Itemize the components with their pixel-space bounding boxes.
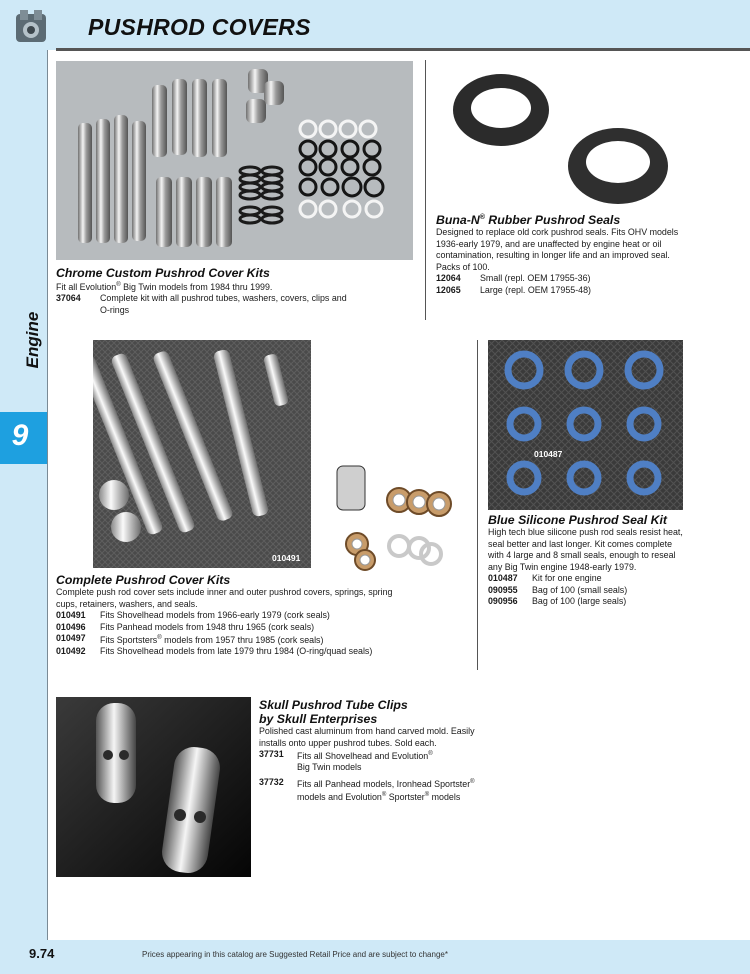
complete-kit-title: Complete Pushrod Cover Kits — [56, 573, 231, 587]
part-row — [436, 273, 694, 285]
skull-clip-block — [259, 698, 489, 804]
blue-seal-description: High tech blue silicone push rod seals resist heat, seal better and last longer. Kit comes complete with 4 large and 8 small seals, enough to reseal any Big Twin engine 1948-early 1979. — [488, 527, 683, 572]
part-row — [259, 777, 489, 804]
header-divider — [56, 48, 750, 51]
chapter-number: 9 — [11, 419, 29, 452]
part-row — [56, 633, 416, 646]
chrome-kit-photo — [56, 61, 413, 260]
complete-kit-description: Complete push rod cover sets include inner and outer pushrod covers, springs, spring cups, retainers, washers, and seals. — [56, 587, 393, 609]
side-strip — [0, 50, 47, 940]
buna-seal-block — [436, 211, 694, 296]
image-part-label: 010487 — [534, 449, 563, 459]
part-number: 12065 — [436, 284, 461, 295]
part-number: 010496 — [56, 621, 86, 632]
side-strip-divider — [47, 50, 48, 940]
chrome-kit-block — [56, 266, 356, 316]
blue-seal-photo — [488, 340, 683, 510]
complete-kit-block — [56, 573, 416, 658]
image-part-label: 010491 — [272, 553, 301, 563]
section-label: Engine — [23, 311, 42, 369]
part-number: 37732 — [259, 776, 284, 787]
part-row — [259, 749, 489, 774]
part-description: Fits Sportsters® models from 1957 thru 1985 (cork seals) — [100, 634, 324, 645]
buna-seal-photo — [442, 62, 680, 210]
part-description: Fits Shovelhead models from late 1979 thru 1984 (O-ring/quad seals) — [100, 646, 373, 657]
engine-logo-icon — [10, 6, 52, 48]
blue-seal-block — [488, 513, 688, 608]
chrome-kit-title: Chrome Custom Pushrod Cover Kits — [56, 266, 270, 280]
part-row — [488, 596, 688, 608]
seal-parts-photo — [333, 462, 483, 572]
part-number: 010492 — [56, 646, 86, 657]
part-description: Bag of 100 (large seals) — [532, 596, 627, 606]
skull-clip-subtitle: by Skull Enterprises — [259, 712, 378, 726]
part-description: Complete kit with all pushrod tubes, washers, covers, clips and O-rings — [100, 293, 347, 315]
part-number: 37731 — [259, 749, 284, 759]
part-row — [56, 610, 416, 622]
part-number: 12064 — [436, 273, 461, 284]
part-description: Bag of 100 (small seals) — [532, 584, 628, 595]
page-number: 9.74 — [29, 946, 55, 961]
part-row — [488, 573, 688, 585]
part-number: 090955 — [488, 584, 518, 595]
part-number: 37064 — [56, 293, 81, 304]
complete-kit-photo — [93, 340, 311, 568]
part-number: 010497 — [56, 633, 86, 643]
part-description: Fits Shovelhead models from 1966-early 1979 (cork seals) — [100, 610, 330, 620]
part-row — [56, 293, 356, 316]
part-row — [56, 646, 416, 658]
chrome-kit-description: Fit all Evolution® Big Twin models from 1984 thru 1999. — [56, 281, 273, 292]
footer-note: Prices appearing in this catalog are Suggested Retail Price and are subject to change* — [142, 950, 448, 959]
buna-seal-title: Buna-N® Rubber Pushrod Seals — [436, 213, 621, 228]
part-row — [488, 585, 688, 597]
blue-seal-title: Blue Silicone Pushrod Seal Kit — [488, 513, 668, 527]
part-number: 010487 — [488, 573, 518, 583]
part-number: 010491 — [56, 610, 86, 620]
part-description: Small (repl. OEM 17955-36) — [480, 273, 591, 284]
skull-clip-title: Skull Pushrod Tube Clips — [259, 698, 408, 712]
page-title: PUSHROD COVERS — [88, 14, 311, 40]
part-description: Large (repl. OEM 17955-48) — [480, 284, 591, 295]
part-number: 090956 — [488, 596, 518, 606]
part-row — [436, 285, 694, 297]
column-divider — [425, 60, 426, 320]
part-description: Fits all Shovelhead and Evolution® Big Twin models — [297, 750, 433, 773]
column-divider — [477, 340, 478, 670]
skull-clip-description: Polished cast aluminum from hand carved mold. Easily installs onto upper pushrod tubes. Sold each. — [259, 726, 475, 748]
skull-clip-photo — [56, 697, 251, 877]
buna-seal-description: Designed to replace old cork pushrod seals. Fits OHV models 1936-early 1979, and are unaffected by engine heat or oil contamination, resulting in longer life and an improved seal. Packs of 100. — [436, 227, 679, 272]
part-row — [56, 622, 416, 634]
part-description: Kit for one engine — [532, 573, 602, 583]
part-description: Fits all Panhead models, Ironhead Sportster® models and Evolution® Sportster® models — [297, 778, 475, 803]
part-description: Fits Panhead models from 1948 thru 1965 (cork seals) — [100, 621, 315, 632]
